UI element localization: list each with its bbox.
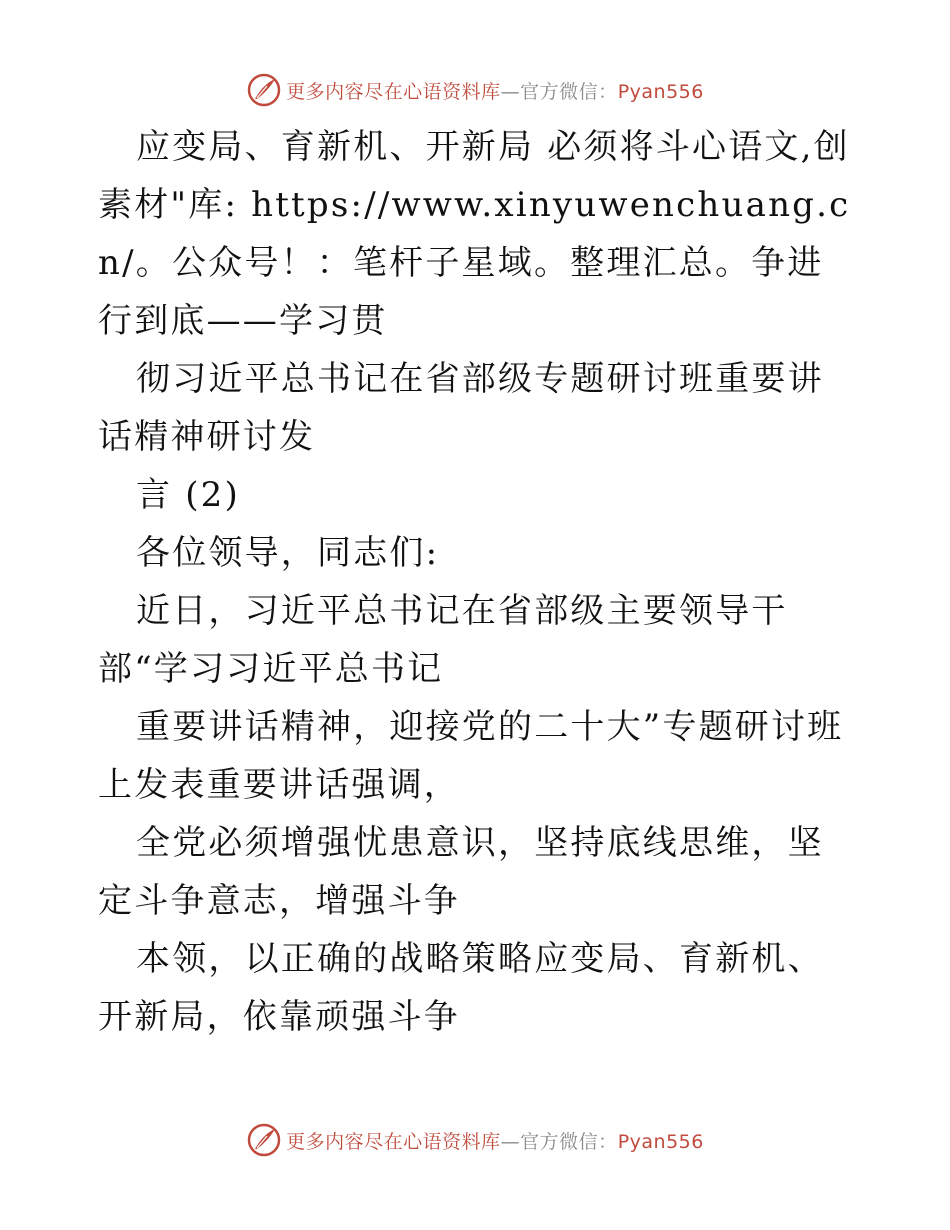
paragraph: 应变局、育新机、开新局 必须将斗心语文,创素材"库: https://www.xinyuwenchuang.cn/。公众号！：笔杆子星域。整理汇总。争进行到底——学习贯: [98, 127, 851, 341]
footer-watermark: [0, 1120, 950, 1160]
paragraph: 重要讲话精神，迎接党的二十大”专题研讨班上发表重要讲话强调，: [98, 707, 844, 805]
watermark-label: 官方微信：: [520, 1130, 618, 1153]
watermark-main-text: 更多内容尽在心语资料库: [286, 80, 501, 103]
watermark-text: [286, 77, 704, 104]
watermark-label: 官方微信：: [520, 80, 618, 103]
watermark-id: Pyan556: [617, 1130, 704, 1153]
watermark-id: Pyan556: [617, 80, 704, 103]
watermark-main-text: 更多内容尽在心语资料库: [286, 1130, 501, 1153]
feather-pen-logo-icon: [246, 72, 282, 108]
paragraph: 彻习近平总书记在省部级专题研讨班重要讲话精神研讨发: [98, 359, 824, 457]
watermark-separator: —: [500, 1130, 521, 1153]
paragraph: 各位领导，同志们:: [136, 533, 440, 573]
watermark-text: [286, 1127, 704, 1154]
watermark-separator: —: [500, 80, 521, 103]
document-body: [98, 118, 858, 1046]
header-watermark: [0, 70, 950, 110]
paragraph: 言 (2): [136, 475, 240, 515]
paragraph: 全党必须增强忧患意识，坚持底线思维，坚定斗争意志，增强斗争: [98, 823, 824, 921]
paragraph: 近日，习近平总书记在省部级主要领导干部“学习习近平总书记: [98, 591, 788, 689]
paragraph: 本领，以正确的战略策略应变局、育新机、开新局，依靠顽强斗争: [98, 939, 824, 1037]
feather-pen-logo-icon: [246, 1122, 282, 1158]
